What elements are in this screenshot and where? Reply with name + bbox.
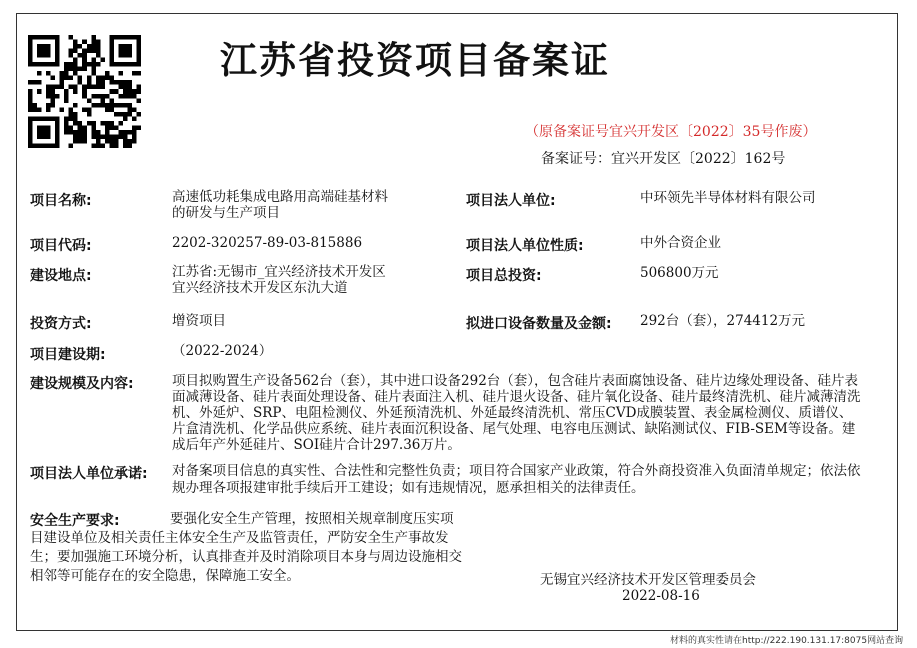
location-line2: 宜兴经济技术开发区东氿大道 [172, 280, 348, 296]
construction-period-value: （2022-2024） [172, 343, 273, 359]
issuing-authority: 无锡宜兴经济技术开发区管理委员会 [540, 572, 756, 588]
project-code-label: 项目代码: [30, 238, 92, 254]
imported-equipment-label: 拟进口设备数量及金额: [466, 316, 612, 332]
original-record-note: （原备案证号宜兴开发区〔2022〕35号作废） [525, 124, 817, 140]
qr-code [28, 35, 141, 148]
legal-entity-value: 中环领先半导体材料有限公司 [640, 190, 816, 206]
total-investment-value: 506800万元 [640, 265, 719, 281]
project-name-label: 项目名称: [30, 193, 92, 209]
scope-text: 项目拟购置生产设备562台（套），其中进口设备292台（套），包含硅片表面腐蚀设备、硅片边缘处理设备、硅片表面减薄设备、硅片表面处理设备、硅片表面注入机、硅片退火设备、硅片氧化设备、硅片最终清洗机、硅片减薄清洗机、外延炉、SRP、电阻检测仪、外延预清洗机、外延最终清洗机、常压CVD成膜装置、表金属检测仪、质谱仪、片盒清洗机、化学品供应系统、硅片表面沉积设备、尾气处理、电容电压测试、缺陷测试仪、FIB-SEM等设备。建成后年产外延硅片、SOI硅片合计297.36万片。 [172, 373, 861, 453]
investment-mode-label: 投资方式: [30, 316, 92, 332]
construction-period-label: 项目建设期: [30, 347, 106, 363]
commitment-label: 项目法人单位承诺: [30, 466, 148, 482]
location-label: 建设地点: [30, 268, 92, 284]
location-line1: 江苏省:无锡市_宜兴经济技术开发区 [172, 264, 386, 280]
record-number: 备案证号：宜兴开发区〔2022〕162号 [541, 151, 786, 167]
entity-nature-value: 中外合资企业 [640, 235, 721, 251]
safety-label: 安全生产要求: [30, 513, 120, 529]
total-investment-label: 项目总投资: [466, 268, 542, 284]
verification-footer: 材料的真实性请在http://222.190.131.17:8075网站查询 [670, 636, 904, 646]
project-code-value: 2202-320257-89-03-815886 [172, 235, 363, 251]
project-name-line1: 高速低功耗集成电路用高端硅基材料 [172, 189, 388, 205]
entity-nature-label: 项目法人单位性质: [466, 238, 584, 254]
investment-mode-value: 增资项目 [172, 313, 226, 329]
certificate-title: 江苏省投资项目备案证 [220, 39, 610, 82]
imported-equipment-value: 292台（套），274412万元 [640, 313, 806, 329]
commitment-text: 对备案项目信息的真实性、合法性和完整性负责；项目符合国家产业政策，符合外商投资准入负面清单规定；依法依规办理各项报建审批手续后开工建设；如有违规情况，愿承担相关的法律责任。 [172, 463, 861, 496]
issue-date: 2022-08-16 [622, 588, 700, 604]
legal-entity-label: 项目法人单位: [466, 193, 556, 209]
project-name-line2: 的研发与生产项目 [172, 205, 280, 221]
scope-label: 建设规模及内容: [30, 376, 134, 392]
safety-text: 要强化安全生产管理，按照相关规章制度压实项目建设单位及相关责任主体安全生产及监管责任，严防安全生产事故发生；要加强施工环境分析，认真排查并及时消除项目本身与周边设施相交相邻等可能存在的安全隐患，保障施工安全。 [30, 511, 462, 584]
